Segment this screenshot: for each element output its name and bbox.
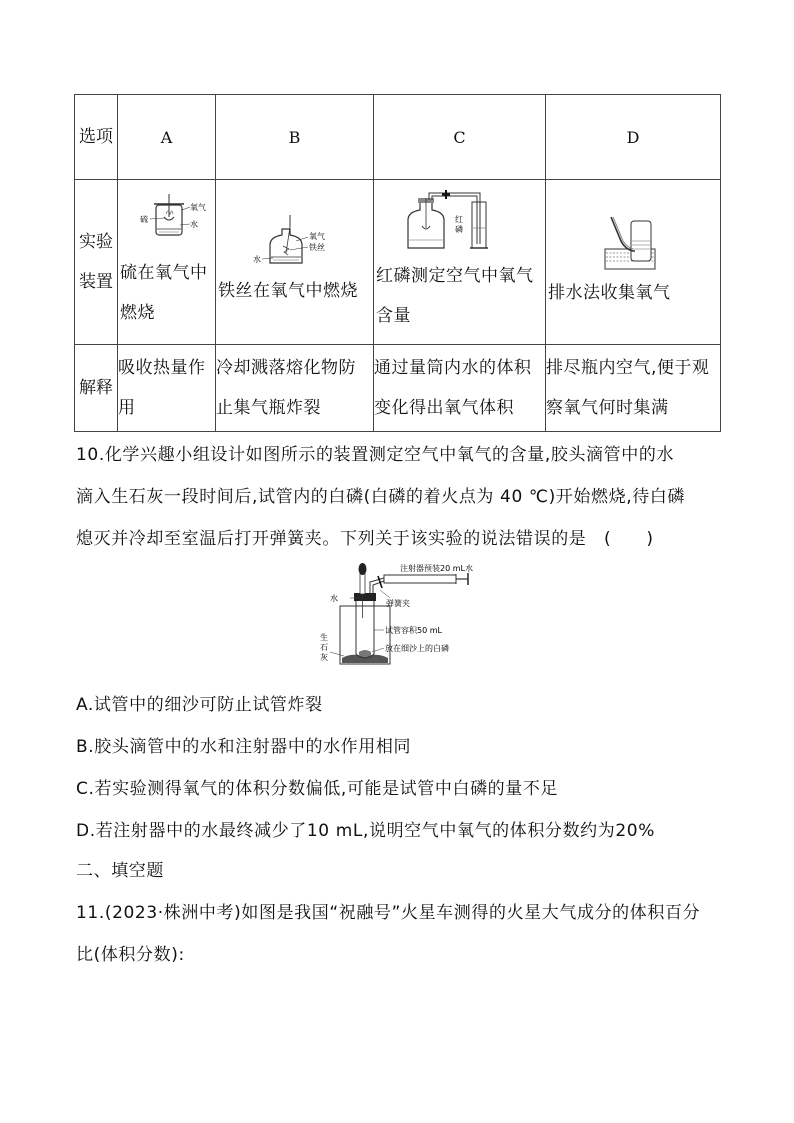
explain-cell-c: 通过量筒内水的体积变化得出氧气体积 <box>374 345 546 432</box>
fig-label-sulfur: 硫 <box>139 215 148 224</box>
table-header-row <box>75 95 721 180</box>
fig-label-oxygen-b: 氧气 <box>308 232 325 241</box>
fig-label-water-b: 水 <box>252 255 261 264</box>
q10-line-2: 滴入生石灰一段时间后,试管内的白磷(白磷的着火点为 40 ℃)开始燃烧,待白磷 <box>76 487 686 507</box>
q10-option-b: B.胶头滴管中的水和注射器中的水作用相同 <box>76 737 412 757</box>
q10-option-c: C.若实验测得氧气的体积分数偏低,可能是试管中白磷的量不足 <box>76 779 559 799</box>
explain-cell-b: 冷却溅落熔化物防止集气瓶炸裂 <box>216 345 374 432</box>
q10-line-3: 熄灭并冷却至室温后打开弹簧夹。下列关于该实验的说法错误的是 ( ) <box>76 529 654 549</box>
explain-cell-d: 排尽瓶内空气,便于观察氧气何时集满 <box>546 345 721 432</box>
explain-cell-a: 吸收热量作用 <box>118 345 216 432</box>
col-head-c: C <box>374 95 546 180</box>
red-phosphorus-figure <box>400 188 520 256</box>
q11-line-1: 11.(2023·株洲中考)如图是我国“祝融号”火星车测得的火星大气成分的体积百分 <box>76 903 701 923</box>
setup-text-c: 红磷测定空气中氧气含量 <box>376 266 534 326</box>
setup-cell-c <box>374 180 546 345</box>
label-lime-2: 石 <box>320 643 328 652</box>
label-tube: 试管容积50 mL <box>385 626 442 635</box>
col-head-d: D <box>546 95 721 180</box>
section-heading: 二、填空题 <box>76 861 164 881</box>
setup-text-d: 排水法收集氧气 <box>548 283 671 303</box>
setup-row <box>75 180 721 345</box>
iron-combustion-figure <box>220 213 370 271</box>
fig-label-water: 水 <box>189 220 198 229</box>
label-water: 水 <box>330 594 338 603</box>
q10-apparatus-figure <box>316 560 486 668</box>
label-syringe: 注射器预装20 mL水 <box>400 564 473 573</box>
label-lime-1: 生 <box>320 633 328 642</box>
header-row-label: 选项 <box>75 95 118 180</box>
label-clamp: 弹簧夹 <box>386 599 410 608</box>
q10-line-1: 10.化学兴趣小组设计如图所示的装置测定空气中氧气的含量,胶头滴管中的水 <box>76 445 675 465</box>
setup-cell-b <box>216 180 374 345</box>
fig-label-oxygen: 氧气 <box>189 203 206 212</box>
fig-label-phosphorus: 磷 <box>454 225 463 234</box>
setup-row-label: 实验装置 <box>75 180 118 345</box>
q11-line-2: 比(体积分数): <box>76 945 185 965</box>
sulfur-combustion-figure <box>120 191 214 253</box>
setup-cell-a <box>118 180 216 345</box>
setup-text-b: 铁丝在氧气中燃烧 <box>218 281 358 301</box>
label-lime-3: 灰 <box>320 653 328 662</box>
setup-text-a: 硫在氧气中燃烧 <box>120 263 208 323</box>
label-phosphorus: 放在细沙上的白磷 <box>385 644 449 653</box>
q10-option-d: D.若注射器中的水最终减少了10 mL,说明空气中氧气的体积分数约为20% <box>76 821 655 841</box>
setup-cell-d <box>546 180 721 345</box>
fig-label-iron: 铁丝 <box>308 243 325 252</box>
col-head-a: A <box>118 95 216 180</box>
explain-row-label: 解释 <box>75 345 118 432</box>
water-collection-figure <box>583 211 683 273</box>
options-table <box>74 94 721 432</box>
explain-row <box>75 345 721 432</box>
fig-label-red: 红 <box>454 215 463 224</box>
q10-option-a: A.试管中的细沙可防止试管炸裂 <box>76 695 323 715</box>
col-head-b: B <box>216 95 374 180</box>
